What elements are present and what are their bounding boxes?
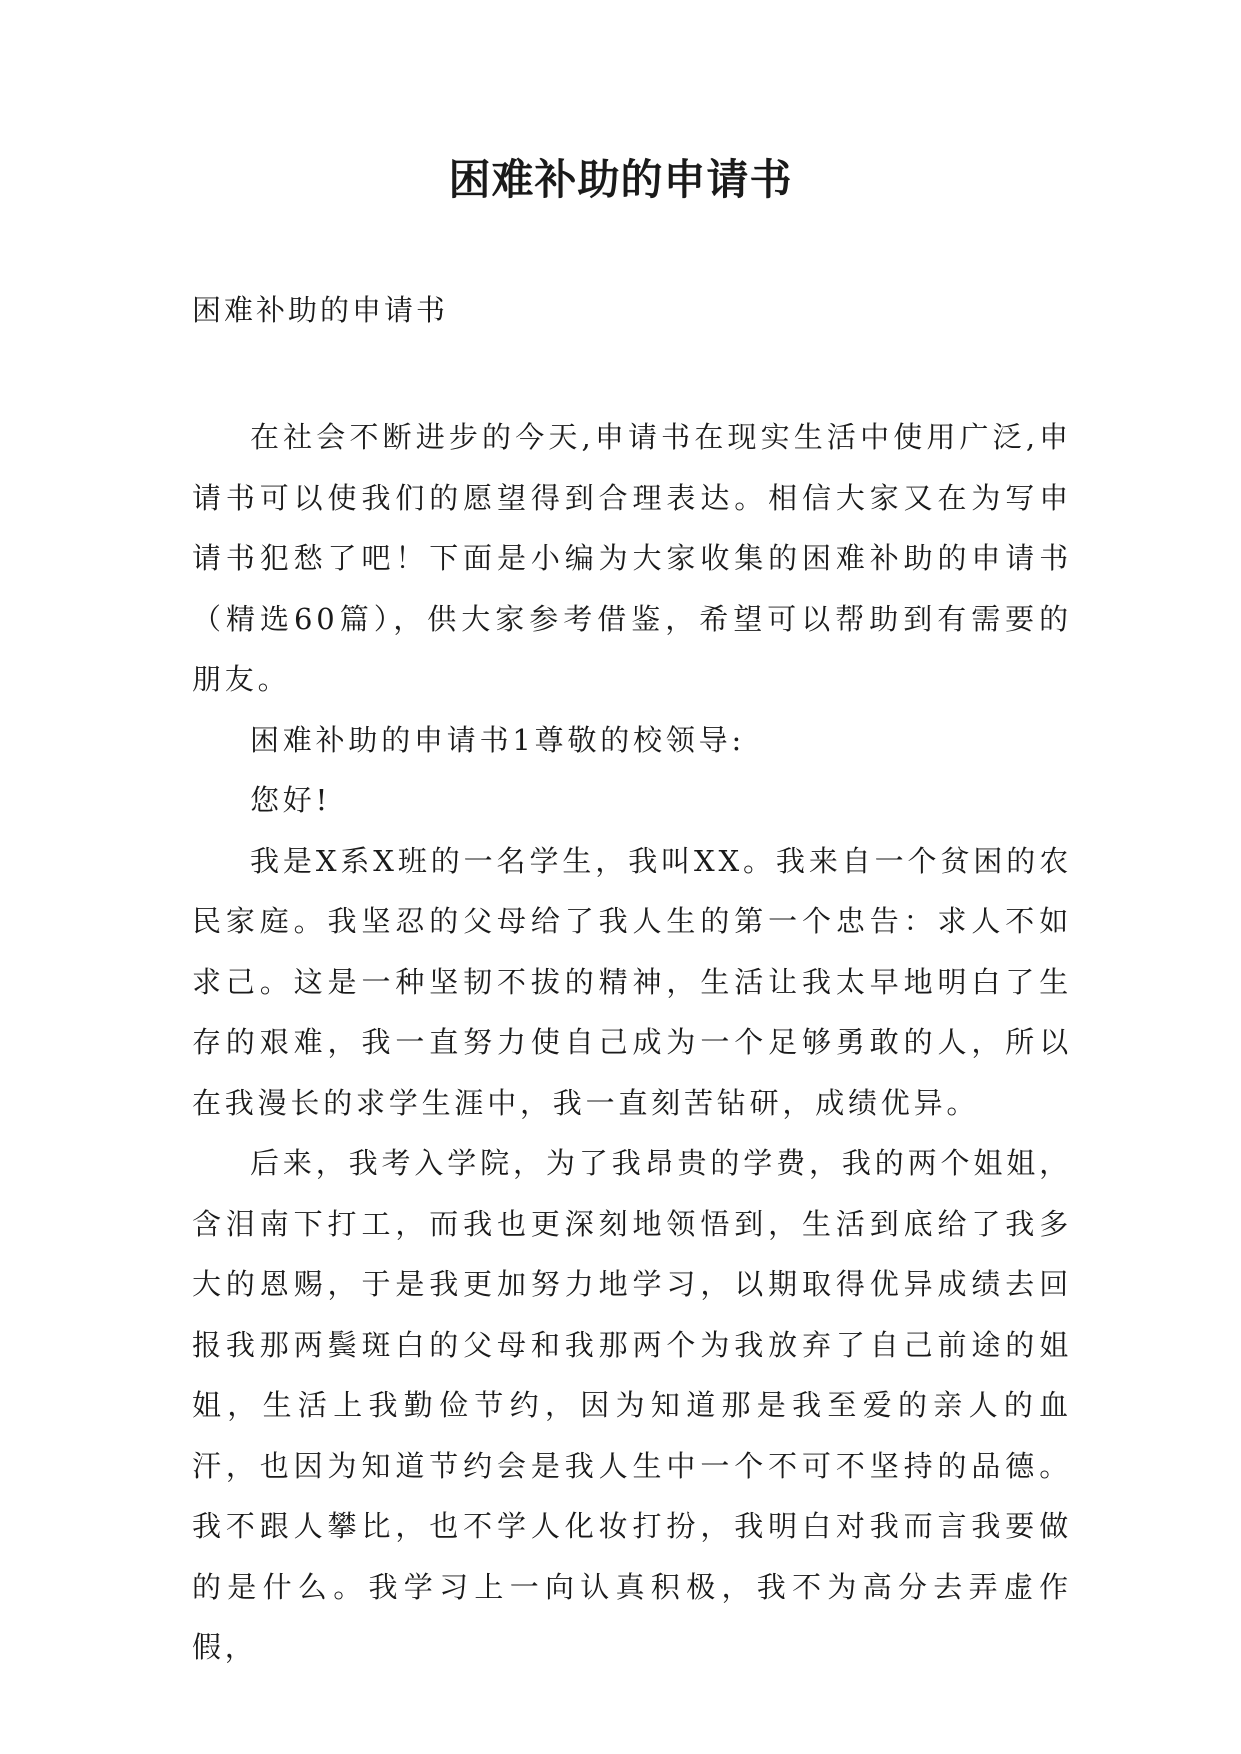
paragraph-intro: 在社会不断进步的今天,申请书在现实生活中使用广泛,申请书可以使我们的愿望得到合理表达。相信大家又在为写申请书犯愁了吧！下面是小编为大家收集的困难补助的申请书（精选60篇），供大家参考借鉴，希望可以帮助到有需要的朋友。 [192,420,1072,696]
document-subtitle: 困难补助的申请书 [192,293,449,327]
paragraph-college: 后来，我考入学院，为了我昂贵的学费，我的两个姐姐，含泪南下打工，而我也更深刻地领悟到，生活到底给了我多大的恩赐，于是我更加努力地学习，以期取得优异成绩去回报我那两鬓斑白的父母和我那两个为我放弃了自己前途的姐姐，生活上我勤俭节约，因为知道那是我至爱的亲人的血汗，也因为知道节约会是我人生中一个不可不坚持的品德。我不跟人攀比，也不学人化妆打扮，我明白对我而言我要做的是什么。我学习上一向认真积极，我不为高分去弄虚作假， [192,1146,1072,1664]
paragraph-salutation: 困难补助的申请书1尊敬的校领导: [250,722,746,757]
paragraph-background: 我是X系X班的一名学生，我叫XX。我来自一个贫困的农民家庭。我坚忍的父母给了我人生的第一个忠告：求人不如求己。这是一种坚韧不拔的精神，生活让我太早地明白了生存的艰难，我一直努力使自己成为一个足够勇敢的人，所以在我漫长的求学生涯中，我一直刻苦钻研，成绩优异。 [192,843,1072,1120]
paragraph-greeting: 您好! [250,783,332,817]
document-body [192,407,1072,1678]
document-title: 困难补助的申请书 [448,155,793,204]
